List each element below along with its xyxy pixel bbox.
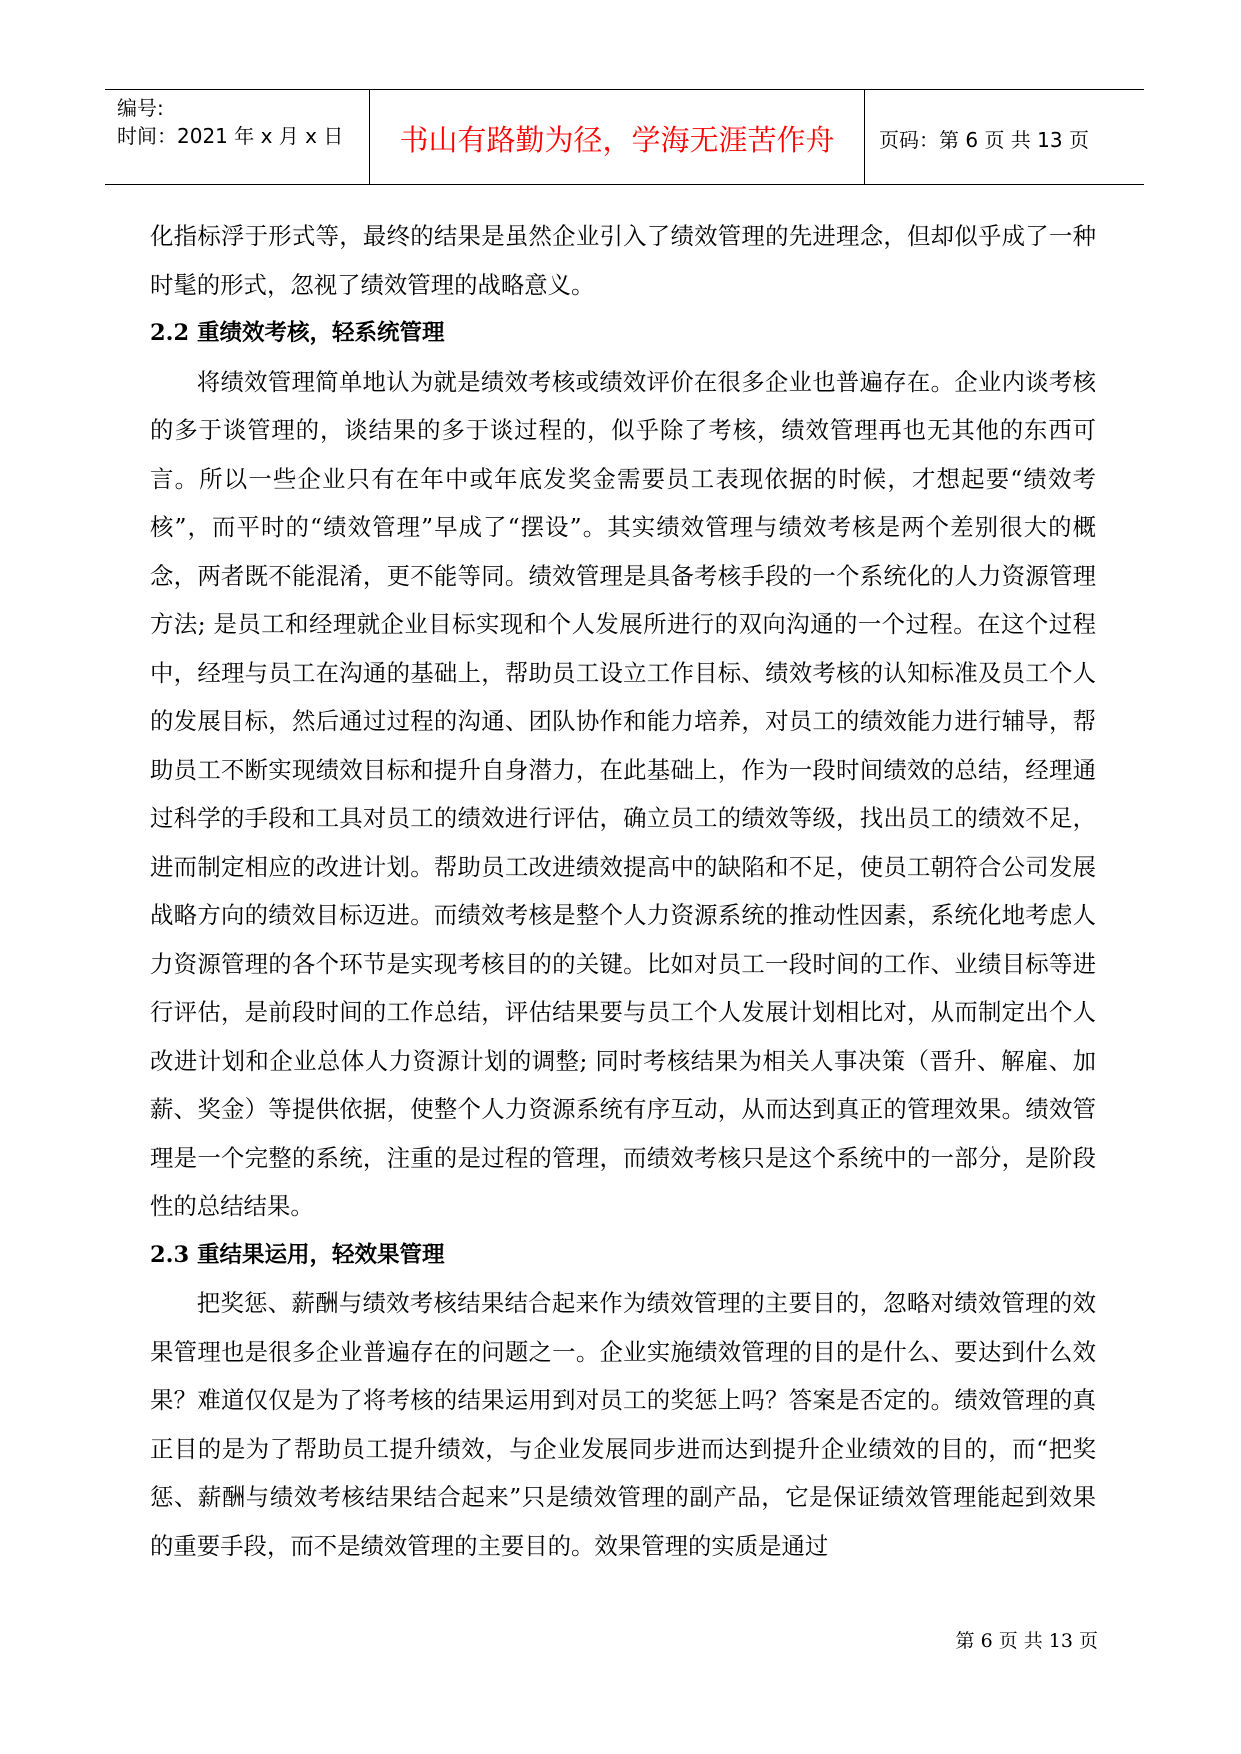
document-number-label: 编号: bbox=[117, 96, 164, 120]
section-heading-2-3: 2.3 重结果运用，轻效果管理 bbox=[150, 1241, 445, 1268]
document-header bbox=[105, 89, 1144, 185]
document-time-label: 时间：2021 年 x 月 x 日 bbox=[117, 124, 344, 148]
document-body bbox=[150, 212, 1096, 1570]
header-page-cell bbox=[865, 90, 1144, 184]
paragraph-2-2: 将绩效管理简单地认为就是绩效考核或绩效评价在很多企业也普遍存在。企业内谈考核的多于谈管理的，谈结果的多于谈过程的，似乎除了考核，绩效管理再也无其他的东西可言。所以一些企业只有在年中或年底发奖金需要员工表现依据的时候，才想起要“绩效考核”，而平时的“绩效管理”早成了“摆设”。其实绩效管理与绩效考核是两个差别很大的概念，两者既不能混淆，更不能等同。绩效管理是具备考核手段的一个系统化的人力资源管理方法; 是员工和经理就企业目标实现和个人发展所进行的双向沟通的一个过程。在这个过程中，经理与员工在沟通的基础上，帮助员工设立工作目标、绩效考核的认知标准及员工个人的发展目标，然后通过过程的沟通、团队协作和能力培养，对员工的绩效能力进行辅导，帮助员工不断实现绩效目标和提升自身潜力，在此基础上，作为一段时间绩效的总结，经理通过科学的手段和工具对员工的绩效进行评估，确立员工的绩效等级，找出员工的绩效不足，进而制定相应的改进计划。帮助员工改进绩效提高中的缺陷和不足，使员工朝符合公司发展战略方向的绩效目标迈进。而绩效考核是整个人力资源系统的推动性因素，系统化地考虑人力资源管理的各个环节是实现考核目的的关键。比如对员工一段时间的工作、业绩目标等进行评估，是前段时间的工作总结，评估结果要与员工个人发展计划相比对，从而制定出个人改进计划和企业总体人力资源计划的调整; 同时考核结果为相关人事决策（晋升、解雇、加薪、奖金）等提供依据，使整个人力资源系统有序互动，从而达到真正的管理效果。绩效管理是一个完整的系统，注重的是过程的管理，而绩效考核只是这个系统中的一部分，是阶段性的总结结果。 bbox=[150, 367, 1096, 1220]
paragraph-continuation: 化指标浮于形式等，最终的结果是虽然企业引入了绩效管理的先进理念，但却似乎成了一种时髦的形式，忽视了绩效管理的战略意义。 bbox=[150, 222, 1096, 299]
header-motto-cell bbox=[370, 90, 865, 184]
page-footer: 第 6 页 共 13 页 bbox=[955, 1630, 1098, 1652]
paragraph-2-3: 把奖惩、薪酬与绩效考核结果结合起来作为绩效管理的主要目的，忽略对绩效管理的效果管理也是很多企业普遍存在的问题之一。企业实施绩效管理的目的是什么、要达到什么效果？难道仅仅是为了将考核的结果运用到对员工的奖惩上吗？答案是否定的。绩效管理的真正目的是为了帮助员工提升绩效，与企业发展同步进而达到提升企业绩效的目的，而“把奖惩、薪酬与绩效考核结果结合起来”只是绩效管理的副产品，它是保证绩效管理能起到效果的重要手段，而不是绩效管理的主要目的。效果管理的实质是通过 bbox=[150, 1289, 1096, 1560]
header-page-code: 页码：第 6 页 共 13 页 bbox=[879, 128, 1089, 152]
section-heading-2-2: 2.2 重绩效考核，轻系统管理 bbox=[150, 320, 445, 346]
header-motto: 书山有路勤为径，学海无涯苦作舟 bbox=[399, 123, 835, 157]
header-meta-cell bbox=[105, 90, 370, 184]
